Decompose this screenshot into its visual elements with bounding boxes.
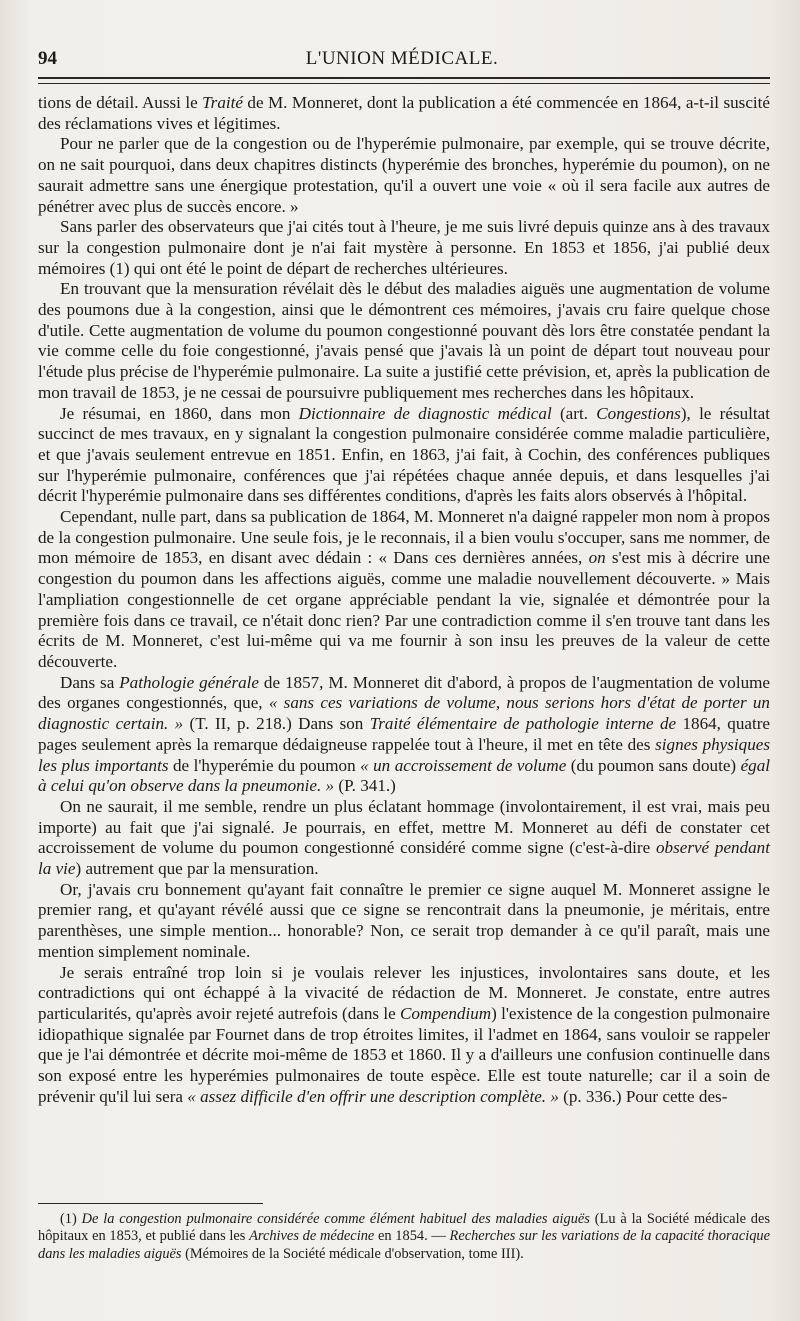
page-number: 94: [38, 48, 57, 69]
text-segment: (du poumon sans doute): [566, 755, 741, 775]
italic-text-segment: Compendium: [399, 1003, 492, 1023]
text-segment: s'est mis à décrire une congestion du poumon dans les affections aiguës, comme une maladie nouvellement découverte. » Mais l'ampliation congestionnelle de cet organe appréciable pendant la vie, signalée et démontrée pour la première fois dans ce travail, ce n'était donc rien? Par une contradiction comme il s'en trouve tant dans les écrits de M. Monneret, c'est lui-même qui va me fournir à son insu les preuves de la valeur de cette découverte.: [38, 548, 770, 671]
paragraph: [38, 404, 770, 508]
italic-text-segment: « assez difficile d'en offrir une description complète. »: [187, 1086, 559, 1106]
text-segment: (T. II, p. 218.) Dans son: [183, 714, 370, 734]
italic-text-segment: Traité élémentaire de pathologie interne de: [369, 714, 677, 734]
paragraph: [38, 279, 770, 403]
text-segment: Je serais entraîné trop loin si je voulais relever les injustices, involontaires sans doute, et les contradictions qui ont échappé à la vivacité de rédaction de M. Monneret. Je constate, entre autres particularités, qu'après avoir rejeté autrefois (dans le: [38, 962, 770, 1023]
paragraph: [38, 963, 770, 1108]
paragraph: [38, 797, 770, 880]
header-rule-thin: [38, 83, 770, 84]
italic-text-segment: De la congestion pulmonaire considérée comme élément habituel des maladies aiguës: [81, 1211, 590, 1227]
text-segment: (art.: [551, 403, 597, 423]
paragraph: [38, 93, 770, 134]
text-segment: tions de détail. Aussi le: [38, 93, 203, 112]
text-segment: (1): [60, 1211, 82, 1227]
text-segment: de l'hyperémie du poumon: [168, 755, 361, 775]
text-segment: (p. 336.) Pour cette des-: [558, 1086, 728, 1106]
text-segment: Pour ne parler que de la congestion ou de l'hyperémie pulmonaire, par exemple, qui se trouve décrite, on ne sait pourquoi, dans deux chapitres distincts (hyperémie des bronches, hyperémie du poumon), on ne saurait admettre sans une énergique protestation, qu'il a ouvert une voie « où il sera facile aux autres de pénétrer avec plus de succès encore. »: [38, 134, 770, 216]
text-segment: Sans parler des observateurs que j'ai cités tout à l'heure, je me suis livré depuis quinze ans à des travaux sur la congestion pulmonaire dont je n'ai fait mystère à personne. En 1853 et 1856, j'ai publié deux mémoires (1) qui ont été le point de départ de recherches ultérieures.: [38, 217, 770, 278]
text-segment: ), le résultat succinct de mes travaux, en y signalant la congestion pulmonaire considérée comme maladie particulière, et que j'avais seulement entrevue en 1851. Enfin, en 1863, j'ai fait, à Cochin, des conférences publiques sur l'hyperémie pulmonaire, conférences que j'ai répétées chaque année depuis, et dans lesquelles j'ai décrit l'hyperémie pulmonaire dans ses différentes conditions, d'après les faits alors observés à l'hôpital.: [38, 403, 770, 506]
page-header: [38, 48, 766, 72]
text-segment: En trouvant que la mensuration révélait dès le début des maladies aiguës une augmentation de volume des poumons due à la congestion, ainsi que le démontrent ces mémoires, j'avais cru faire quelque chose d'utile. Cette augmentation de volume du poumon congestionné pouvant dès lors être constatée pendant la vie comme celle du foie congestionné, j'avais pensé que j'avais là un point de départ tout nouveau pour l'étude plus précise de l'hyperémie pulmonaire. La suite a justifié cette prévision, et, après la publication de mon travail de 1853, je ne cessai de poursuivre publiquement mes recherches dans les hôpitaux.: [38, 279, 770, 402]
italic-text-segment: Congestions: [596, 403, 681, 423]
italic-text-segment: Traité: [202, 93, 243, 112]
text-segment: ) autrement que par la mensuration.: [75, 859, 319, 879]
paragraph: [38, 217, 770, 279]
text-segment: 1864, quatre pages seulement après la remarque dédaigneuse rappelée tout à l'heure, il met en tête des: [38, 714, 770, 754]
paragraph: [38, 880, 770, 963]
italic-text-segment: observé pendant la vie: [38, 838, 770, 879]
text-segment: (Mémoires de la Société médicale d'observation, tome III).: [181, 1245, 524, 1262]
text-segment: de 1857, M. Monneret dit d'abord, à propos de l'augmentation de volume des organes congestionnés, que,: [38, 672, 771, 713]
text-segment: ) l'existence de la congestion pulmonaire idiopathique signalée par Fournet dans de trop étroites limites, il l'admet en 1864, sans vouloir se rappeler que je l'ai démontrée et décrite moi-même de 1853 et 1860. Il y a d'ailleurs une confusion continuelle dans son exposé entre les hyperémies pulmonaires de toute espèce. Elle est toute naturelle; car il a soin de prévenir qu'il lui sera: [38, 1003, 771, 1106]
italic-text-segment: Recherches sur les variations de la capacité thoracique dans les maladies aiguës: [38, 1228, 770, 1262]
text-segment: Je résumai, en 1860, dans mon: [60, 403, 299, 423]
italic-text-segment: « sans ces variations de volume, nous serions hors d'état de porter un diagnostic certain. »: [38, 693, 770, 734]
text-segment: Or, j'avais cru bonnement qu'ayant fait connaître le premier ce signe auquel M. Monneret assigne le premier rang, et qu'ayant révélé aussi que ce signe se rencontrait dans la pneumonie, je méritais, entre parenthèses, une simple mention... honorable? Non, ce serait trop demander à ce qu'il paraît, mais une mention simplement nominale.: [38, 879, 770, 961]
paragraph: [38, 673, 770, 797]
italic-text-segment: égal à celui qu'on observe dans la pneumonie. »: [38, 755, 771, 796]
italic-text-segment: on: [588, 548, 606, 568]
text-segment: Cependant, nulle part, dans sa publication de 1864, M. Monneret n'a daigné rappeler mon nom à propos de la congestion pulmonaire. Une seule fois, je le reconnais, il a bien voulu s'occuper, sans me nommer, de mon mémoire de 1853, en disant avec dédain : « Dans ces dernières années,: [38, 507, 770, 568]
italic-text-segment: signes physiques les plus importants: [38, 734, 770, 775]
text-segment: On ne saurait, il me semble, rendre un plus éclatant hommage (involontairement, il est vrai, mais peu importe) au fait que j'ai signalé. Je pourrais, en effet, mettre M. Monneret au défi de constater cet accroissement de volume du poumon congestionné considéré comme signe (c'est-à-dire: [38, 796, 770, 858]
body-text: [38, 93, 770, 1107]
text-segment: de M. Monneret, dont la publication a été commencée en 1864, a-t-il suscité des réclamations vives et légitimes.: [38, 93, 770, 133]
italic-text-segment: Pathologie générale: [119, 672, 259, 692]
italic-text-segment: Dictionnaire de diagnostic médical: [298, 403, 552, 423]
paragraph: [38, 507, 770, 673]
text-segment: Dans sa: [60, 672, 120, 692]
header-rule: [38, 77, 770, 79]
running-title: L'UNION MÉDICALE.: [305, 48, 499, 69]
paragraph: [38, 134, 770, 217]
footnote-rule: [38, 1203, 263, 1204]
text-segment: en 1854. —: [374, 1228, 450, 1245]
text-segment: (P. 341.): [334, 776, 396, 796]
text-segment: (Lu à la Société médicale des hôpitaux en 1853, et publié dans les: [38, 1211, 770, 1245]
italic-text-segment: « un accroissement de volume: [360, 755, 567, 775]
footnote: [38, 1211, 770, 1263]
italic-text-segment: Archives de médecine: [249, 1228, 375, 1245]
